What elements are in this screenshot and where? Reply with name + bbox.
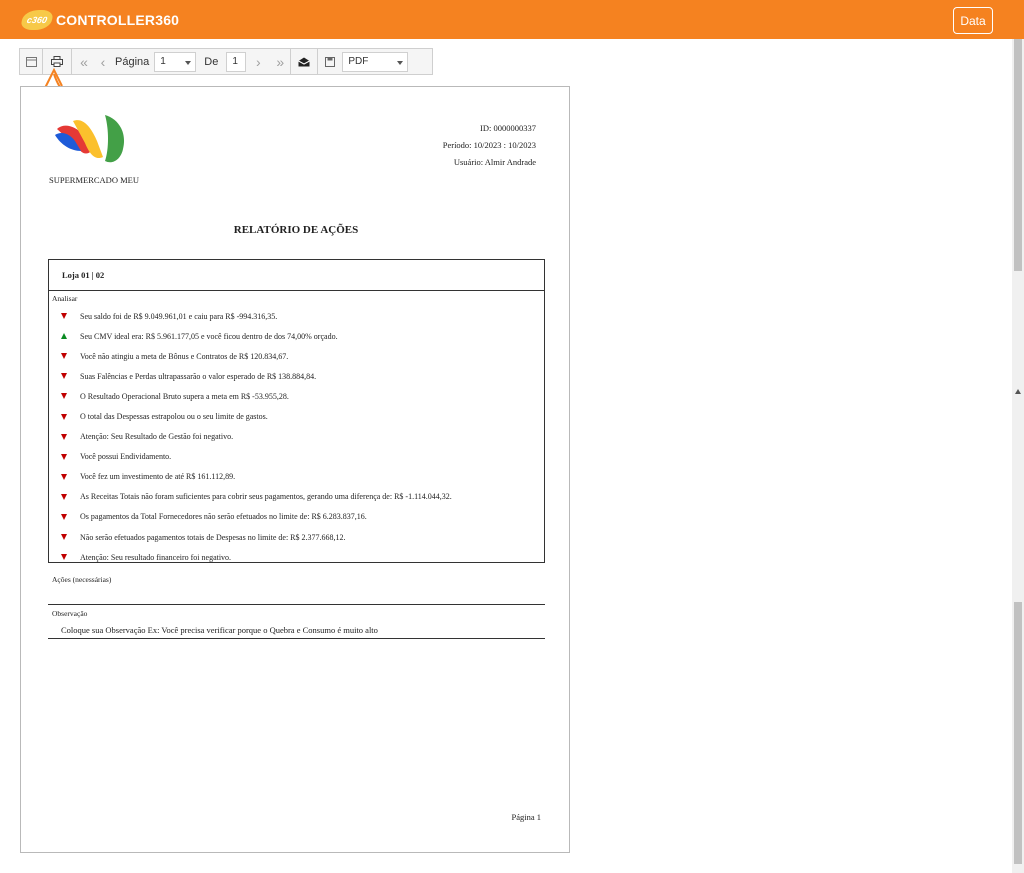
page-footer: Página 1 [511, 812, 541, 822]
chevron-down-icon [397, 61, 403, 65]
list-item [60, 326, 540, 346]
report-id: ID: 0000000337 [480, 123, 536, 133]
divider [48, 604, 545, 605]
vertical-scrollbar[interactable] [1012, 39, 1024, 873]
list-item [60, 487, 540, 507]
page-select[interactable] [154, 52, 196, 72]
down-arrow-icon [61, 393, 67, 399]
next-page-icon[interactable]: › [255, 53, 261, 70]
up-arrow-icon [61, 333, 67, 339]
of-label: De [204, 55, 219, 68]
export-format-value: PDF [348, 56, 369, 67]
data-button[interactable]: Data [953, 7, 993, 34]
down-arrow-icon [61, 554, 67, 560]
down-arrow-icon [61, 534, 67, 540]
total-pages-field: 1 [226, 52, 246, 72]
observacao-label: Observação [52, 609, 88, 618]
company-name: SUPERMERCADO MEU [49, 175, 139, 185]
analisar-label: Analisar [52, 294, 78, 303]
down-arrow-icon [61, 313, 67, 319]
list-item-text: Você não atingiu a meta de Bônus e Contratos de R$ 120.834,67. [80, 351, 289, 361]
report-page [20, 86, 570, 853]
top-bar [0, 0, 1024, 39]
chevron-down-icon [185, 61, 191, 65]
list-item [60, 527, 540, 547]
list-item-text: Os pagamentos da Total Fornecedores não serão efetuados no limite de: R$ 6.283.837,16. [80, 512, 367, 522]
list-item-text: O total das Despessas estrapolou ou o seu limite de gastos. [80, 412, 268, 422]
down-arrow-icon [61, 454, 67, 460]
list-item [60, 507, 540, 527]
down-arrow-icon [61, 373, 67, 379]
list-item-text: Você possui Endividamento. [80, 452, 172, 462]
store-section [48, 259, 545, 563]
list-item-text: Suas Falências e Perdas ultrapassarão o valor esperado de R$ 138.884,84. [80, 371, 317, 381]
action-items-list [60, 306, 540, 567]
acoes-label: Ações (necessárias) [52, 575, 112, 584]
export-format-select[interactable] [342, 52, 408, 72]
report-period: Período: 10/2023 : 10/2023 [442, 140, 536, 150]
list-item-text: Seu saldo foi de R$ 9.049.961,01 e caiu para R$ -994.316,35. [80, 311, 278, 321]
list-item [60, 306, 540, 326]
save-icon[interactable] [318, 49, 342, 74]
report-title: RELATÓRIO DE AÇÕES [233, 224, 359, 236]
list-item-text: Você fez um investimento de até R$ 161.112,89. [80, 472, 236, 482]
down-arrow-icon [61, 474, 67, 480]
list-item [60, 346, 540, 366]
list-item-text: Seu CMV ideal era: R$ 5.961.177,05 e você ficou dentro de dos 74,00% orçado. [80, 331, 338, 341]
scrollbar-thumb-lower[interactable] [1014, 602, 1022, 864]
down-arrow-icon [61, 434, 67, 440]
list-item-text: As Receitas Totais não foram suficientes para cobrir seus pagamentos, gerando uma diferença de: R$ -1.114.044,32. [80, 492, 452, 502]
down-arrow-icon [61, 353, 67, 359]
company-logo-icon [53, 113, 128, 165]
report-header-info [443, 120, 536, 171]
list-item [60, 547, 540, 567]
down-arrow-icon [61, 494, 67, 500]
list-item [60, 406, 540, 426]
prev-page-icon[interactable]: ‹ [100, 53, 106, 70]
list-item-text: Não serão efetuados pagamentos totais de Despesas no limite de: R$ 2.377.668,12. [80, 532, 346, 542]
logo-badge: c360 [20, 10, 54, 30]
page-select-value: 1 [160, 56, 166, 67]
email-icon[interactable] [291, 49, 317, 74]
store-header: Loja 01 | 02 [49, 260, 544, 291]
list-item [60, 366, 540, 386]
divider [48, 638, 545, 639]
report-user: Usuário: Almir Andrade [453, 157, 536, 167]
page-label: Página [115, 55, 150, 68]
list-item [60, 427, 540, 447]
list-item [60, 386, 540, 406]
down-arrow-icon [61, 514, 67, 520]
list-item [60, 447, 540, 467]
list-item-text: Atenção: Seu resultado financeiro foi negativo. [80, 552, 232, 562]
last-page-icon[interactable]: » [276, 53, 285, 70]
list-item-text: O Resultado Operacional Bruto supera a meta em R$ -53.955,28. [80, 391, 289, 401]
app-logo[interactable] [22, 10, 179, 30]
scrollbar-thumb[interactable] [1014, 39, 1022, 271]
calendar-icon[interactable] [20, 49, 42, 74]
down-arrow-icon [61, 414, 67, 420]
logo-text: CONTROLLER360 [56, 12, 180, 28]
list-item-text: Atenção: Seu Resultado de Gestão foi negativo. [80, 432, 234, 442]
scroll-up-arrow-icon[interactable] [1015, 389, 1021, 394]
observacao-text: Coloque sua Observação Ex: Você precisa verificar porque o Quebra e Consumo é muito alto [61, 625, 378, 635]
first-page-icon[interactable]: « [80, 53, 88, 70]
list-item [60, 467, 540, 487]
